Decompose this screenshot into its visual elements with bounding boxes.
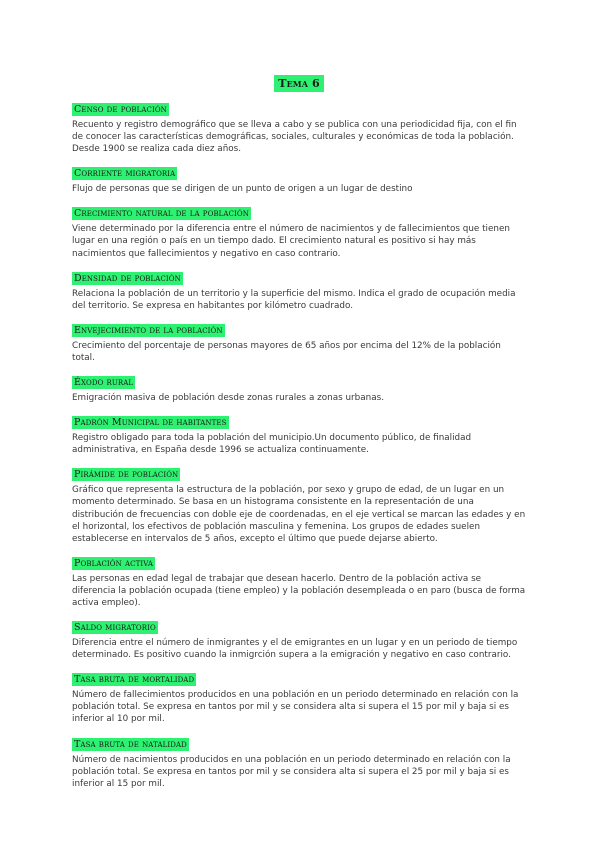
title-row [72,72,526,91]
glossary-entry [72,732,526,790]
glossary-definition: Flujo de personas que se dirigen de un punto de origen a un lugar de destino [72,184,413,195]
glossary-term: Éxodo rural [74,377,134,389]
glossary-term: Población activa [74,557,154,569]
glossary-definition: Emigración masiva de población desde zonas rurales a zonas urbanas. [72,393,384,404]
glossary-term: Envejecimiento de la población [74,324,223,336]
glossary-term: Corriente migratoria [74,168,176,180]
glossary-term: Pirámide de población [74,469,179,481]
glossary-entry [72,370,526,404]
glossary-entry [72,615,526,661]
glossary-entry [72,410,526,456]
glossary-entry [72,97,526,155]
glossary-list [72,97,526,790]
glossary-term: Tasa bruta de mortalidad [74,674,195,686]
glossary-entry [72,667,526,725]
glossary-term: Padrón Municipal de habitantes [74,417,227,429]
glossary-definition: Recuento y registro demográfico que se lleva a cabo y se publica con una periodicidad fija, con el fin de conocer las características demográficas, sociales, culturales y económicas de toda la población. Desde 1900 se realiza cada diez años. [72,120,517,155]
glossary-term: Saldo migratorio [74,622,156,634]
glossary-definition: Número de fallecimientos producidos en una población en un periodo determinado en relación con la población total. Se expresa en tantos por mil y se considera alta si supera el 15 por mil y baja si es inferior al 10 por mil. [72,690,519,725]
glossary-entry [72,462,526,544]
glossary-definition: Diferencia entre el número de inmigrantes y el de emigrantes en un lugar y en un periodo de tiempo determinado. Es positivo cuando la inmigrción supera a la emigración y negativo en caso contrario. [72,638,518,661]
glossary-definition: Registro obligado para toda la población del municipio.Un documento público, de finalidad administrativa, en España desde 1996 se actualiza continuamente. [72,433,472,456]
glossary-term: Tasa bruta de natalidad [74,738,187,750]
glossary-term: Densidad de población [74,272,181,284]
page-title: Tema 6 [274,75,323,92]
glossary-definition: Número de nacimientos producidos en una población en un periodo determinado en relación con la población total. Se expresa en tantos por mil y se considera alta si supera el 25 por mil y baja si es inferior al 15 por mil. [72,754,511,789]
glossary-definition: Relaciona la población de un territorio y la superficie del mismo. Indica el grado de ocupación media del territorio. Se expresa en habitantes por kilómetro cuadrado. [72,288,516,311]
glossary-term: Censo de población [74,104,167,115]
glossary-entry [72,201,526,259]
glossary-entry [72,318,526,364]
glossary-term: Crecimiento natural de la población [74,208,249,220]
glossary-definition: Viene determinado por la diferencia entre el número de nacimientos y de fallecimientos que tienen lugar en una región o país en un tiempo dado. El crecimiento natural es positivo si hay más nacimientos que fallecimientos y negativo en caso contrario. [72,224,510,259]
glossary-definition: Las personas en edad legal de trabajar que desean hacerlo. Dentro de la población activa se diferencia la población ocupada (tiene empleo) y la población desempleada o en paro (busca de forma activa empleo). [72,573,526,608]
glossary-definition: Gráfico que representa la estructura de la población, por sexo y grupo de edad, de un lugar en un momento determinado. Se basa en un histograma consistente en la representación de una distribución de frecuencias con doble eje de coordenadas, en el eje vertical se marcan las edades y en el horizontal, los efectivos de población masculina y femenina. Los grupos de edades suelen establecerse en intervalos de 5 años, excepto el último que puede dejarse abierto. [72,485,526,544]
glossary-definition: Crecimiento del porcentaje de personas mayores de 65 años por encima del 12% de la población total. [72,340,501,363]
glossary-entry [72,266,526,312]
glossary-entry [72,161,526,195]
glossary-entry [72,551,526,609]
